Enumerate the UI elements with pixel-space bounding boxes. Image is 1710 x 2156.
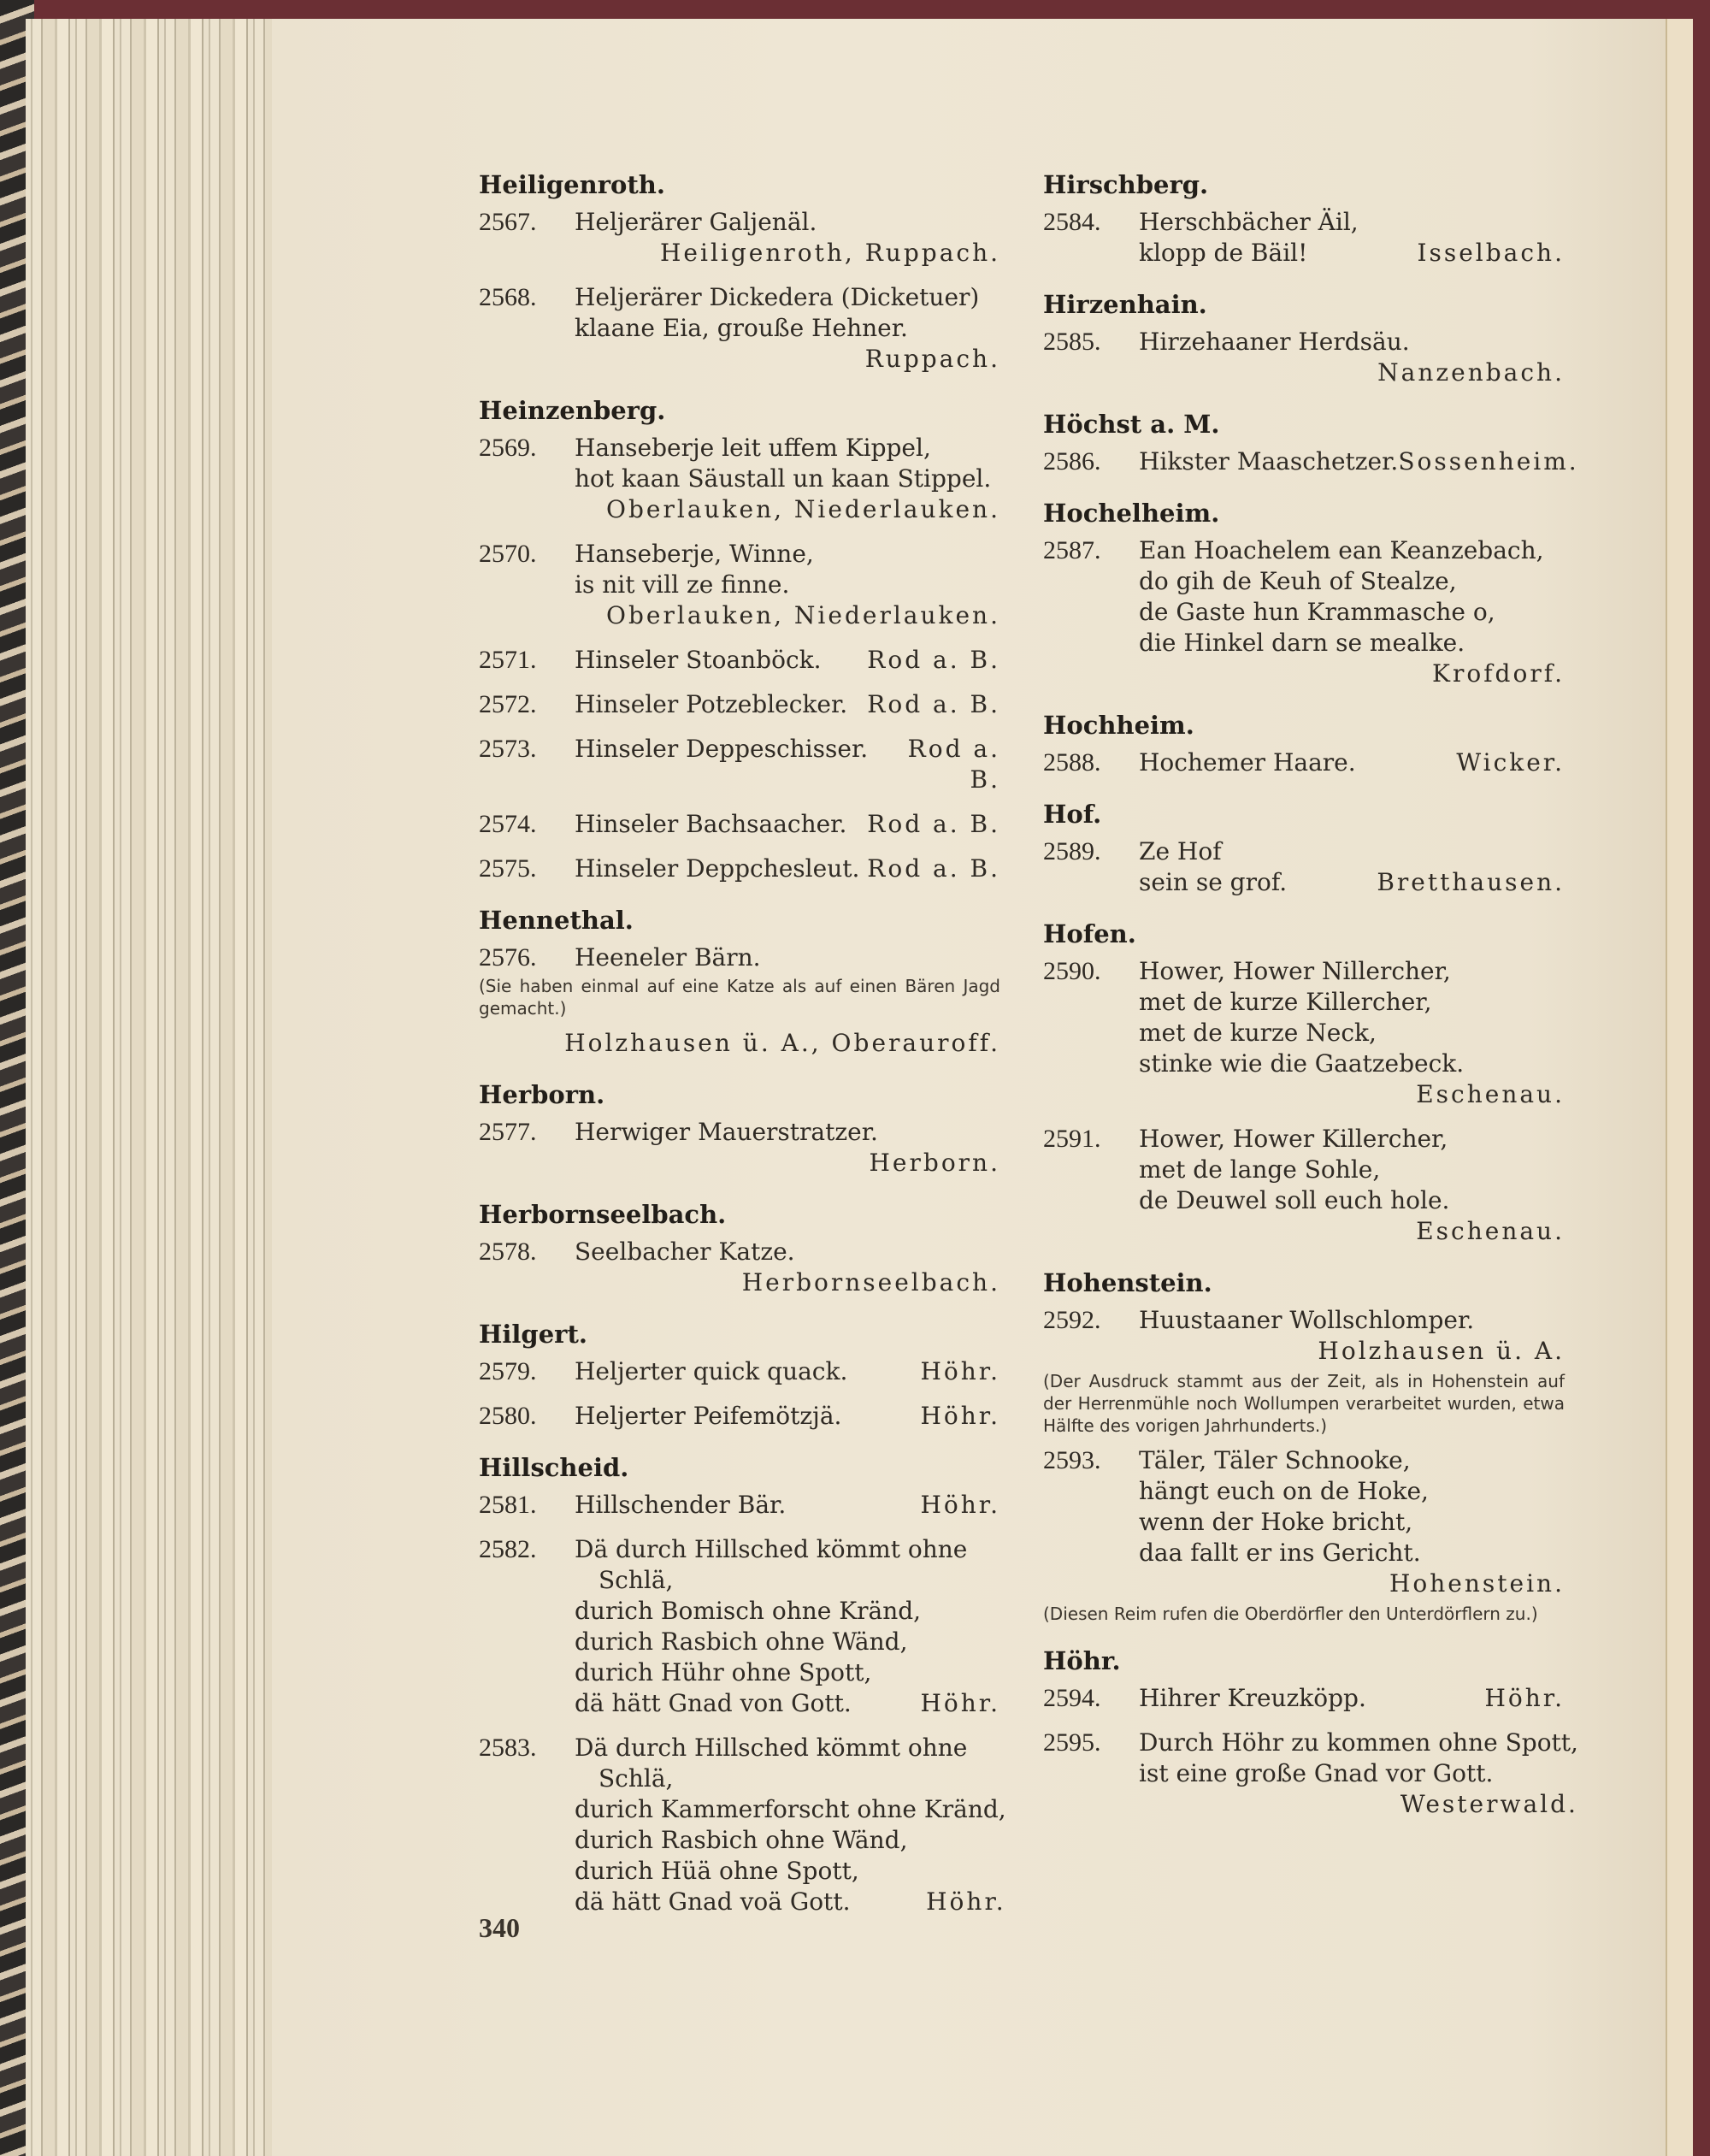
entry-number: 2576. xyxy=(479,943,537,972)
saying-entry xyxy=(479,433,1000,525)
entry-body xyxy=(575,282,1000,375)
entry-body xyxy=(1139,956,1565,1110)
entry-number: 2574. xyxy=(479,810,537,838)
source-location: Höhr. xyxy=(920,1402,1000,1430)
right-column xyxy=(1043,168,1579,1839)
entry-body xyxy=(1139,836,1565,898)
entry-body xyxy=(575,1401,1000,1432)
entry-body xyxy=(575,809,1000,840)
saying-entry xyxy=(1043,836,1565,898)
entry-body xyxy=(575,1356,1000,1387)
entry-body xyxy=(1139,535,1565,689)
source-location: Westerwald. xyxy=(1400,1790,1578,1818)
place-heading: Hirzenhain. xyxy=(1043,290,1207,319)
place-heading: Hof. xyxy=(1043,800,1102,829)
saying-entry xyxy=(479,1117,1000,1178)
place-heading: Höhr. xyxy=(1043,1646,1121,1675)
saying-line-with-source xyxy=(575,1401,1000,1432)
saying-line: Huustaaner Wollschlomper. xyxy=(1139,1306,1475,1334)
saying-entry xyxy=(1043,747,1565,778)
entry-number: 2583. xyxy=(479,1734,537,1762)
source-location: Rod a. B. xyxy=(867,854,1000,883)
saying-line-with-source xyxy=(1139,867,1565,898)
saying-entry xyxy=(479,809,1000,840)
source-location: Höhr. xyxy=(920,1357,1000,1385)
place-heading: Hennethal. xyxy=(479,906,634,935)
place-heading: Hirschberg. xyxy=(1043,170,1209,199)
source-location: Oberlauken, Niederlauken. xyxy=(606,495,1000,523)
saying-line-with-source xyxy=(1139,238,1565,269)
saying-line-with-source xyxy=(575,734,1000,795)
source-location: Isselbach. xyxy=(1417,239,1565,267)
entry-number: 2572. xyxy=(479,690,537,718)
saying-line: Hower, Hower Nillercher, xyxy=(1139,957,1451,985)
saying-line: Dä durch Hillsched kömmt ohne xyxy=(575,1535,968,1563)
saying-line: klopp de Bäil! xyxy=(1139,239,1308,267)
saying-line: Ze Hof xyxy=(1139,837,1222,865)
saying-line: durich Kammerforscht ohne Kränd, xyxy=(575,1795,1006,1823)
saying-line: met de lange Sohle, xyxy=(1139,1155,1381,1184)
entry-body xyxy=(1139,1124,1565,1247)
saying-line: Heljerter quick quack. xyxy=(575,1357,848,1385)
entry-body xyxy=(575,1534,1000,1719)
saying-line-with-source xyxy=(575,1356,1000,1387)
source-location: Höhr. xyxy=(926,1887,1006,1916)
place-heading: Heinzenberg. xyxy=(479,396,666,425)
place-section xyxy=(479,903,1000,1059)
source-location: Eschenau. xyxy=(1416,1080,1565,1108)
source-location: Bretthausen. xyxy=(1377,868,1565,896)
place-heading: Herborn. xyxy=(479,1080,605,1109)
saying-entry xyxy=(1043,446,1579,477)
entry-body xyxy=(1139,747,1565,778)
place-section xyxy=(1043,496,1565,689)
entry-body xyxy=(1139,207,1565,269)
place-section xyxy=(1043,1644,1578,1820)
saying-line: dä hätt Gnad voä Gott. xyxy=(575,1887,851,1916)
source-location: Rod a. B. xyxy=(907,735,1000,794)
saying-line: Seelbacher Katze. xyxy=(575,1237,795,1266)
saying-line: Ean Hoachelem ean Keanzebach, xyxy=(1139,536,1544,564)
place-section xyxy=(1043,168,1565,269)
entry-body xyxy=(575,689,1000,720)
saying-line: Hinseler Potzeblecker. xyxy=(575,690,848,718)
saying-line: durich Hüä ohne Spott, xyxy=(575,1857,859,1885)
entry-body xyxy=(575,539,1000,631)
saying-entry xyxy=(479,734,1000,795)
saying-line: Heljerärer Galjenäl. xyxy=(575,208,817,236)
saying-line: Herschbächer Äil, xyxy=(1139,208,1359,236)
saying-line-with-source xyxy=(575,1887,1006,1917)
saying-line: Hinseler Bachsaacher. xyxy=(575,810,847,838)
saying-line: wenn der Hoke bricht, xyxy=(1139,1508,1413,1536)
saying-line: Herwiger Mauerstratzer. xyxy=(575,1118,878,1146)
entry-number: 2593. xyxy=(1043,1446,1101,1474)
source-location: Nanzenbach. xyxy=(1377,358,1565,387)
saying-line-with-source xyxy=(575,809,1000,840)
source-location: Hohenstein. xyxy=(1389,1569,1565,1598)
entry-body xyxy=(575,854,1000,884)
source-location: Höhr. xyxy=(1484,1684,1565,1712)
saying-entry xyxy=(1043,1728,1578,1820)
saying-line-with-source xyxy=(575,645,1000,676)
place-section xyxy=(479,168,1000,375)
saying-line-with-source xyxy=(575,689,1000,720)
stacked-page-edges xyxy=(26,19,275,2156)
entry-number: 2575. xyxy=(479,854,537,883)
place-section xyxy=(1043,1266,1565,1625)
source-location: Eschenau. xyxy=(1416,1217,1565,1245)
entry-number: 2591. xyxy=(1043,1125,1101,1153)
entry-number: 2573. xyxy=(479,735,537,763)
saying-line: Hanseberje leit uffem Kippel, xyxy=(575,434,931,462)
source-location: Rod a. B. xyxy=(867,690,1000,718)
saying-line: de Deuwel soll euch hole. xyxy=(1139,1186,1450,1214)
place-section xyxy=(479,1450,1006,1917)
saying-line: hängt euch on de Hoke, xyxy=(1139,1477,1429,1505)
entry-number: 2571. xyxy=(479,646,537,674)
saying-line: daa fallt er ins Gericht. xyxy=(1139,1539,1421,1567)
saying-line: durich Hühr ohne Spott, xyxy=(575,1658,872,1686)
place-section xyxy=(479,1317,1000,1432)
saying-entry xyxy=(1043,956,1565,1110)
source-location: Höhr. xyxy=(920,1689,1000,1717)
place-section xyxy=(479,1197,1000,1298)
saying-line: durich Rasbich ohne Wänd, xyxy=(575,1826,908,1854)
entry-number: 2592. xyxy=(1043,1306,1101,1334)
entry-body xyxy=(1139,1445,1565,1599)
saying-line: hot kaan Säustall un kaan Stippel. xyxy=(575,464,992,493)
saying-entry xyxy=(479,942,1000,973)
place-section xyxy=(1043,917,1565,1247)
source-location: Ruppach. xyxy=(864,345,1000,373)
page-number: 340 xyxy=(479,1912,520,1943)
facing-page-edge xyxy=(1666,19,1693,2156)
entry-number: 2568. xyxy=(479,283,537,311)
source-location: Holzhausen ü. A. xyxy=(1318,1337,1565,1365)
saying-entry xyxy=(1043,1124,1565,1247)
saying-line-with-source xyxy=(1139,747,1565,778)
source-location: Heiligenroth, Ruppach. xyxy=(660,239,1000,267)
place-section xyxy=(1043,708,1565,778)
source-location: Krofdorf. xyxy=(1432,659,1565,688)
entry-number: 2577. xyxy=(479,1118,537,1146)
saying-line: Hinseler Stoanböck. xyxy=(575,646,822,674)
saying-line: met de kurze Killercher, xyxy=(1139,988,1432,1016)
entry-body xyxy=(575,1490,1000,1521)
saying-line: Schlä, xyxy=(598,1566,674,1594)
saying-entry xyxy=(479,1401,1000,1432)
saying-entry xyxy=(479,1237,1000,1298)
saying-line: durich Bomisch ohne Kränd, xyxy=(575,1597,922,1625)
place-heading: Hochelheim. xyxy=(1043,499,1220,528)
place-section xyxy=(1043,407,1579,477)
place-heading: Heiligenroth. xyxy=(479,170,665,199)
explanatory-note: (Diesen Reim rufen die Oberdörfler den Unterdörflern zu.) xyxy=(1043,1604,1538,1624)
saying-entry xyxy=(479,689,1000,720)
saying-line: dä hätt Gnad von Gott. xyxy=(575,1689,852,1717)
entry-body xyxy=(575,207,1000,269)
saying-line: die Hinkel darn se mealke. xyxy=(1139,629,1465,657)
entry-number: 2585. xyxy=(1043,328,1101,356)
entry-body xyxy=(1139,1728,1578,1820)
saying-line-with-source xyxy=(575,1490,1000,1521)
saying-line: Hochemer Haare. xyxy=(1139,748,1356,777)
saying-line-with-source xyxy=(1139,1683,1565,1714)
place-heading: Hohenstein. xyxy=(1043,1268,1212,1297)
place-heading: Hilgert. xyxy=(479,1320,587,1349)
entry-number: 2587. xyxy=(1043,536,1101,564)
entry-body xyxy=(1139,1683,1565,1714)
entry-number: 2584. xyxy=(1043,208,1101,236)
saying-line: ist eine große Gnad vor Gott. xyxy=(1139,1759,1494,1787)
entry-number: 2595. xyxy=(1043,1728,1101,1757)
place-heading: Hochheim. xyxy=(1043,711,1194,740)
saying-entry xyxy=(479,1490,1000,1521)
source-location: Holzhausen ü. A., Oberauroff. xyxy=(564,1029,1000,1057)
place-heading: Hofen. xyxy=(1043,919,1136,948)
saying-line: stinke wie die Gaatzebeck. xyxy=(1139,1049,1465,1078)
place-section xyxy=(1043,287,1565,388)
saying-line: Hikster Maaschetzer. xyxy=(1139,447,1399,476)
saying-entry xyxy=(479,207,1000,269)
saying-line: Heljerärer Dickedera (Dicketuer) xyxy=(575,283,980,311)
saying-entry xyxy=(479,1356,1000,1387)
saying-line-with-source xyxy=(575,1688,1000,1719)
saying-line: Heeneler Bärn. xyxy=(575,943,761,972)
entry-body xyxy=(1139,446,1579,477)
left-column xyxy=(479,168,1006,1936)
entry-body xyxy=(575,645,1000,676)
saying-line: de Gaste hun Krammasche o, xyxy=(1139,598,1495,626)
explanatory-note: (Sie haben einmal auf eine Katze als auf einen Bären Jagd gemacht.) xyxy=(479,976,1000,1019)
saying-entry xyxy=(1043,327,1565,388)
saying-entry xyxy=(479,645,1000,676)
saying-entry xyxy=(1043,1445,1565,1599)
book-cover-right-edge xyxy=(1691,0,1710,2156)
saying-line: klaane Eia, grouße Hehner. xyxy=(575,314,908,342)
source-location: Oberlauken, Niederlauken. xyxy=(606,601,1000,629)
saying-line: do gih de Keuh of Stealze, xyxy=(1139,567,1457,595)
place-section xyxy=(479,393,1000,884)
entry-number: 2586. xyxy=(1043,447,1101,476)
saying-line: Täler, Täler Schnooke, xyxy=(1139,1446,1411,1474)
saying-entry xyxy=(479,854,1000,884)
saying-entry xyxy=(1043,1683,1565,1714)
place-heading: Herbornseelbach. xyxy=(479,1200,727,1229)
saying-line: Hirzehaaner Herdsäu. xyxy=(1139,328,1410,356)
entry-number: 2567. xyxy=(479,208,537,236)
entry-number: 2569. xyxy=(479,434,537,462)
saying-line: Heljerter Peifemötzjä. xyxy=(575,1402,842,1430)
source-location: Herborn. xyxy=(869,1149,1000,1177)
saying-line: Hanseberje, Winne, xyxy=(575,540,814,568)
saying-line: sein se grof. xyxy=(1139,868,1288,896)
saying-line: Hillschender Bär. xyxy=(575,1491,787,1519)
place-section xyxy=(1043,797,1565,898)
saying-entry xyxy=(479,282,1000,375)
entry-body xyxy=(575,433,1000,525)
saying-entry xyxy=(479,1534,1000,1719)
saying-entry xyxy=(1043,1305,1565,1367)
entry-body xyxy=(575,734,1000,795)
saying-line: Schlä, xyxy=(598,1764,674,1793)
place-heading: Höchst a. M. xyxy=(1043,410,1220,439)
entry-body xyxy=(1139,327,1565,388)
saying-entry xyxy=(1043,535,1565,689)
saying-line: durich Rasbich ohne Wänd, xyxy=(575,1627,908,1656)
entry-number: 2588. xyxy=(1043,748,1101,777)
saying-line: Dä durch Hillsched kömmt ohne xyxy=(575,1734,968,1762)
entry-number: 2578. xyxy=(479,1237,537,1266)
entry-number: 2579. xyxy=(479,1357,537,1385)
entry-body xyxy=(575,1237,1000,1298)
source-location: Rod a. B. xyxy=(867,810,1000,838)
saying-entry xyxy=(479,539,1000,631)
source-location: Sossenheim. xyxy=(1398,447,1579,476)
saying-line: met de kurze Neck, xyxy=(1139,1019,1377,1047)
entry-body xyxy=(1139,1305,1565,1367)
saying-line-with-source xyxy=(1139,446,1579,477)
entry-number: 2582. xyxy=(479,1535,537,1563)
source-location: Herbornseelbach. xyxy=(741,1268,1000,1297)
saying-line-with-source xyxy=(575,854,1000,884)
saying-line: is nit vill ze finne. xyxy=(575,570,790,599)
saying-line: Hinseler Deppchesleut. xyxy=(575,854,860,883)
source-location: Höhr. xyxy=(920,1491,1000,1519)
saying-line: Hihrer Kreuzköpp. xyxy=(1139,1684,1366,1712)
entry-number: 2570. xyxy=(479,540,537,568)
explanatory-note: (Der Ausdruck stammt aus der Zeit, als in Hohenstein auf der Herrenmühle noch Wollumpen verarbeitet wurden, etwa Hälfte des vorigen Jahrhunderts.) xyxy=(1043,1371,1565,1436)
source-location: Rod a. B. xyxy=(867,646,1000,674)
entry-number: 2580. xyxy=(479,1402,537,1430)
place-heading: Hillscheid. xyxy=(479,1453,629,1482)
entry-number: 2590. xyxy=(1043,957,1101,985)
entry-body xyxy=(575,942,1000,973)
entry-body xyxy=(575,1733,1006,1917)
source-location: Wicker. xyxy=(1456,748,1565,777)
entry-number: 2581. xyxy=(479,1491,537,1519)
saying-line: Hower, Hower Killercher, xyxy=(1139,1125,1448,1153)
place-section xyxy=(479,1078,1000,1178)
saying-line: Durch Höhr zu kommen ohne Spott, xyxy=(1139,1728,1578,1757)
entry-body xyxy=(575,1117,1000,1178)
entry-number: 2594. xyxy=(1043,1684,1101,1712)
entry-number: 2589. xyxy=(1043,837,1101,865)
saying-line: Hinseler Deppeschisser. xyxy=(575,735,869,763)
saying-entry xyxy=(479,1733,1006,1917)
saying-entry xyxy=(1043,207,1565,269)
